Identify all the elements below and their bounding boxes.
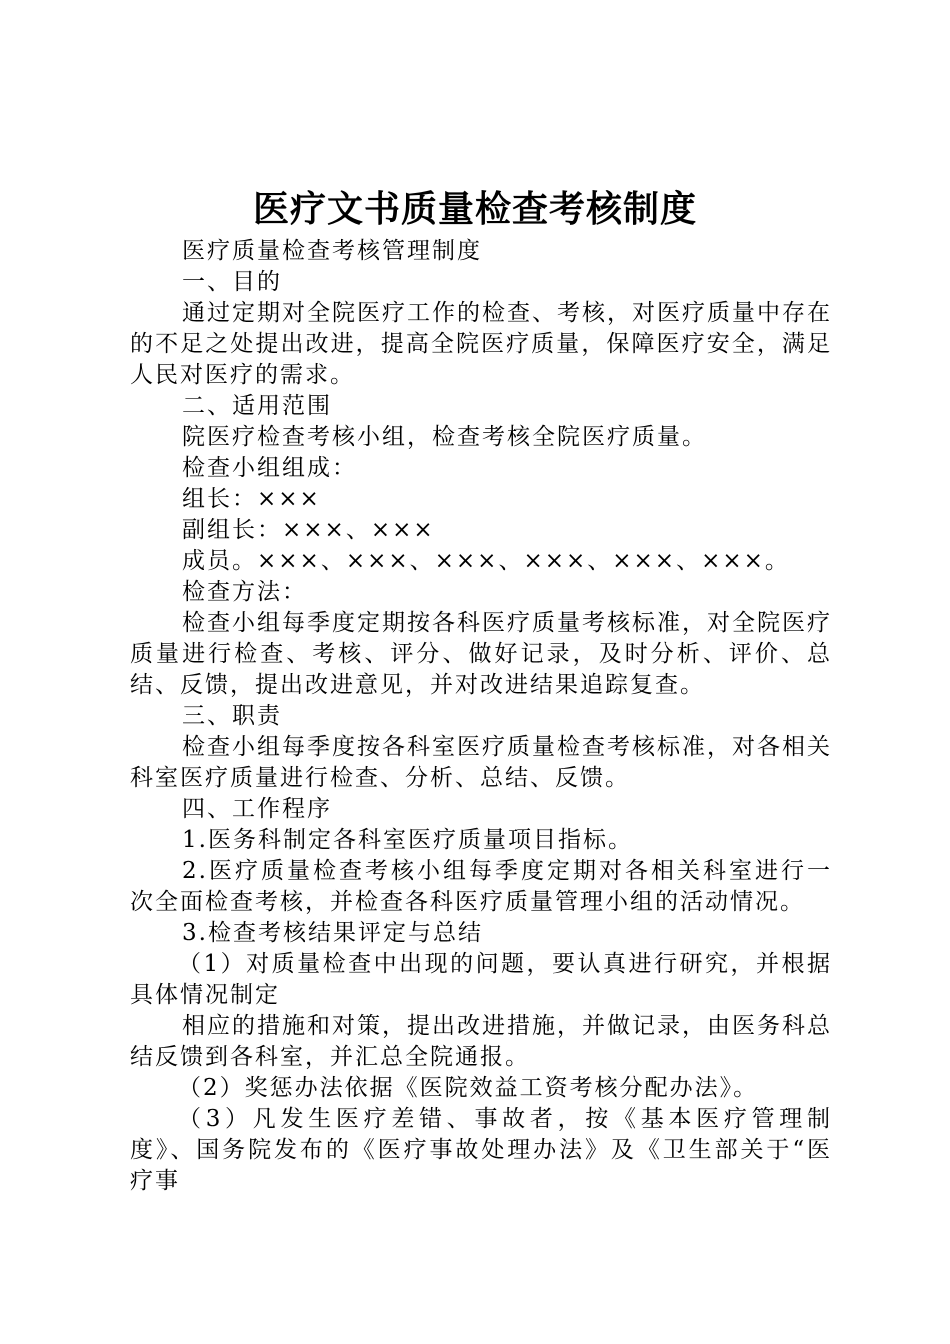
paragraph-subtitle: 医疗质量检查考核管理制度	[182, 238, 482, 264]
paragraph-item-3: （3）凡发生医疗差错、事故者，按《基本医疗管理制度》、国务院发布的《医疗事故处理办法》及《卫生部关于“医疗事	[130, 1106, 832, 1194]
paragraph-team-composition: 检查小组组成：	[182, 455, 357, 481]
paragraph-item-1-cont: 相应的措施和对策，提出改进措施，并做记录，由医务科总结反馈到各科室，并汇总全院通报。	[130, 1013, 832, 1070]
paragraph-team-leader: 组长：×××	[182, 486, 321, 512]
section-heading-duties: 三、职责	[182, 703, 282, 729]
paragraph-scope: 院医疗检查考核小组，检查考核全院医疗质量。	[182, 424, 707, 450]
paragraph-procedure-1: 1.医务科制定各科室医疗质量项目指标。	[182, 827, 633, 853]
paragraph-item-2: （2）奖惩办法依据《医院效益工资考核分配办法》。	[178, 1075, 759, 1101]
section-heading-purpose: 一、目的	[182, 269, 282, 295]
paragraph-deputy-leader: 副组长：×××、×××	[182, 517, 435, 543]
paragraph-procedure-2: 2.医疗质量检查考核小组每季度定期对各相关科室进行一次全面检查考核，并检查各科医疗质量管理小组的活动情况。	[130, 858, 832, 915]
paragraph-method: 检查小组每季度定期按各科医疗质量考核标准，对全院医疗质量进行检查、考核、评分、做好记录，及时分析、评价、总结、反馈，提出改进意见，并对改进结果追踪复查。	[130, 610, 832, 698]
paragraph-members: 成员。×××、×××、×××、×××、×××、×××。	[182, 548, 790, 574]
document-title: 医疗文书质量检查考核制度	[252, 188, 697, 230]
paragraph-duties: 检查小组每季度按各科室医疗质量检查考核标准，对各相关科室医疗质量进行检查、分析、总结、反馈。	[130, 734, 832, 791]
section-heading-procedure: 四、工作程序	[182, 796, 332, 822]
document-body	[130, 236, 832, 1197]
paragraph-purpose: 通过定期对全院医疗工作的检查、考核，对医疗质量中存在的不足之处提出改进，提高全院医疗质量，保障医疗安全，满足人民对医疗的需求。	[130, 300, 832, 388]
paragraph-item-1: （1）对质量检查中出现的问题，要认真进行研究，并根据具体情况制定	[130, 951, 832, 1008]
paragraph-method-heading: 检查方法：	[182, 579, 307, 605]
section-heading-scope: 二、适用范围	[182, 393, 332, 419]
paragraph-procedure-3: 3.检查考核结果评定与总结	[182, 920, 483, 946]
